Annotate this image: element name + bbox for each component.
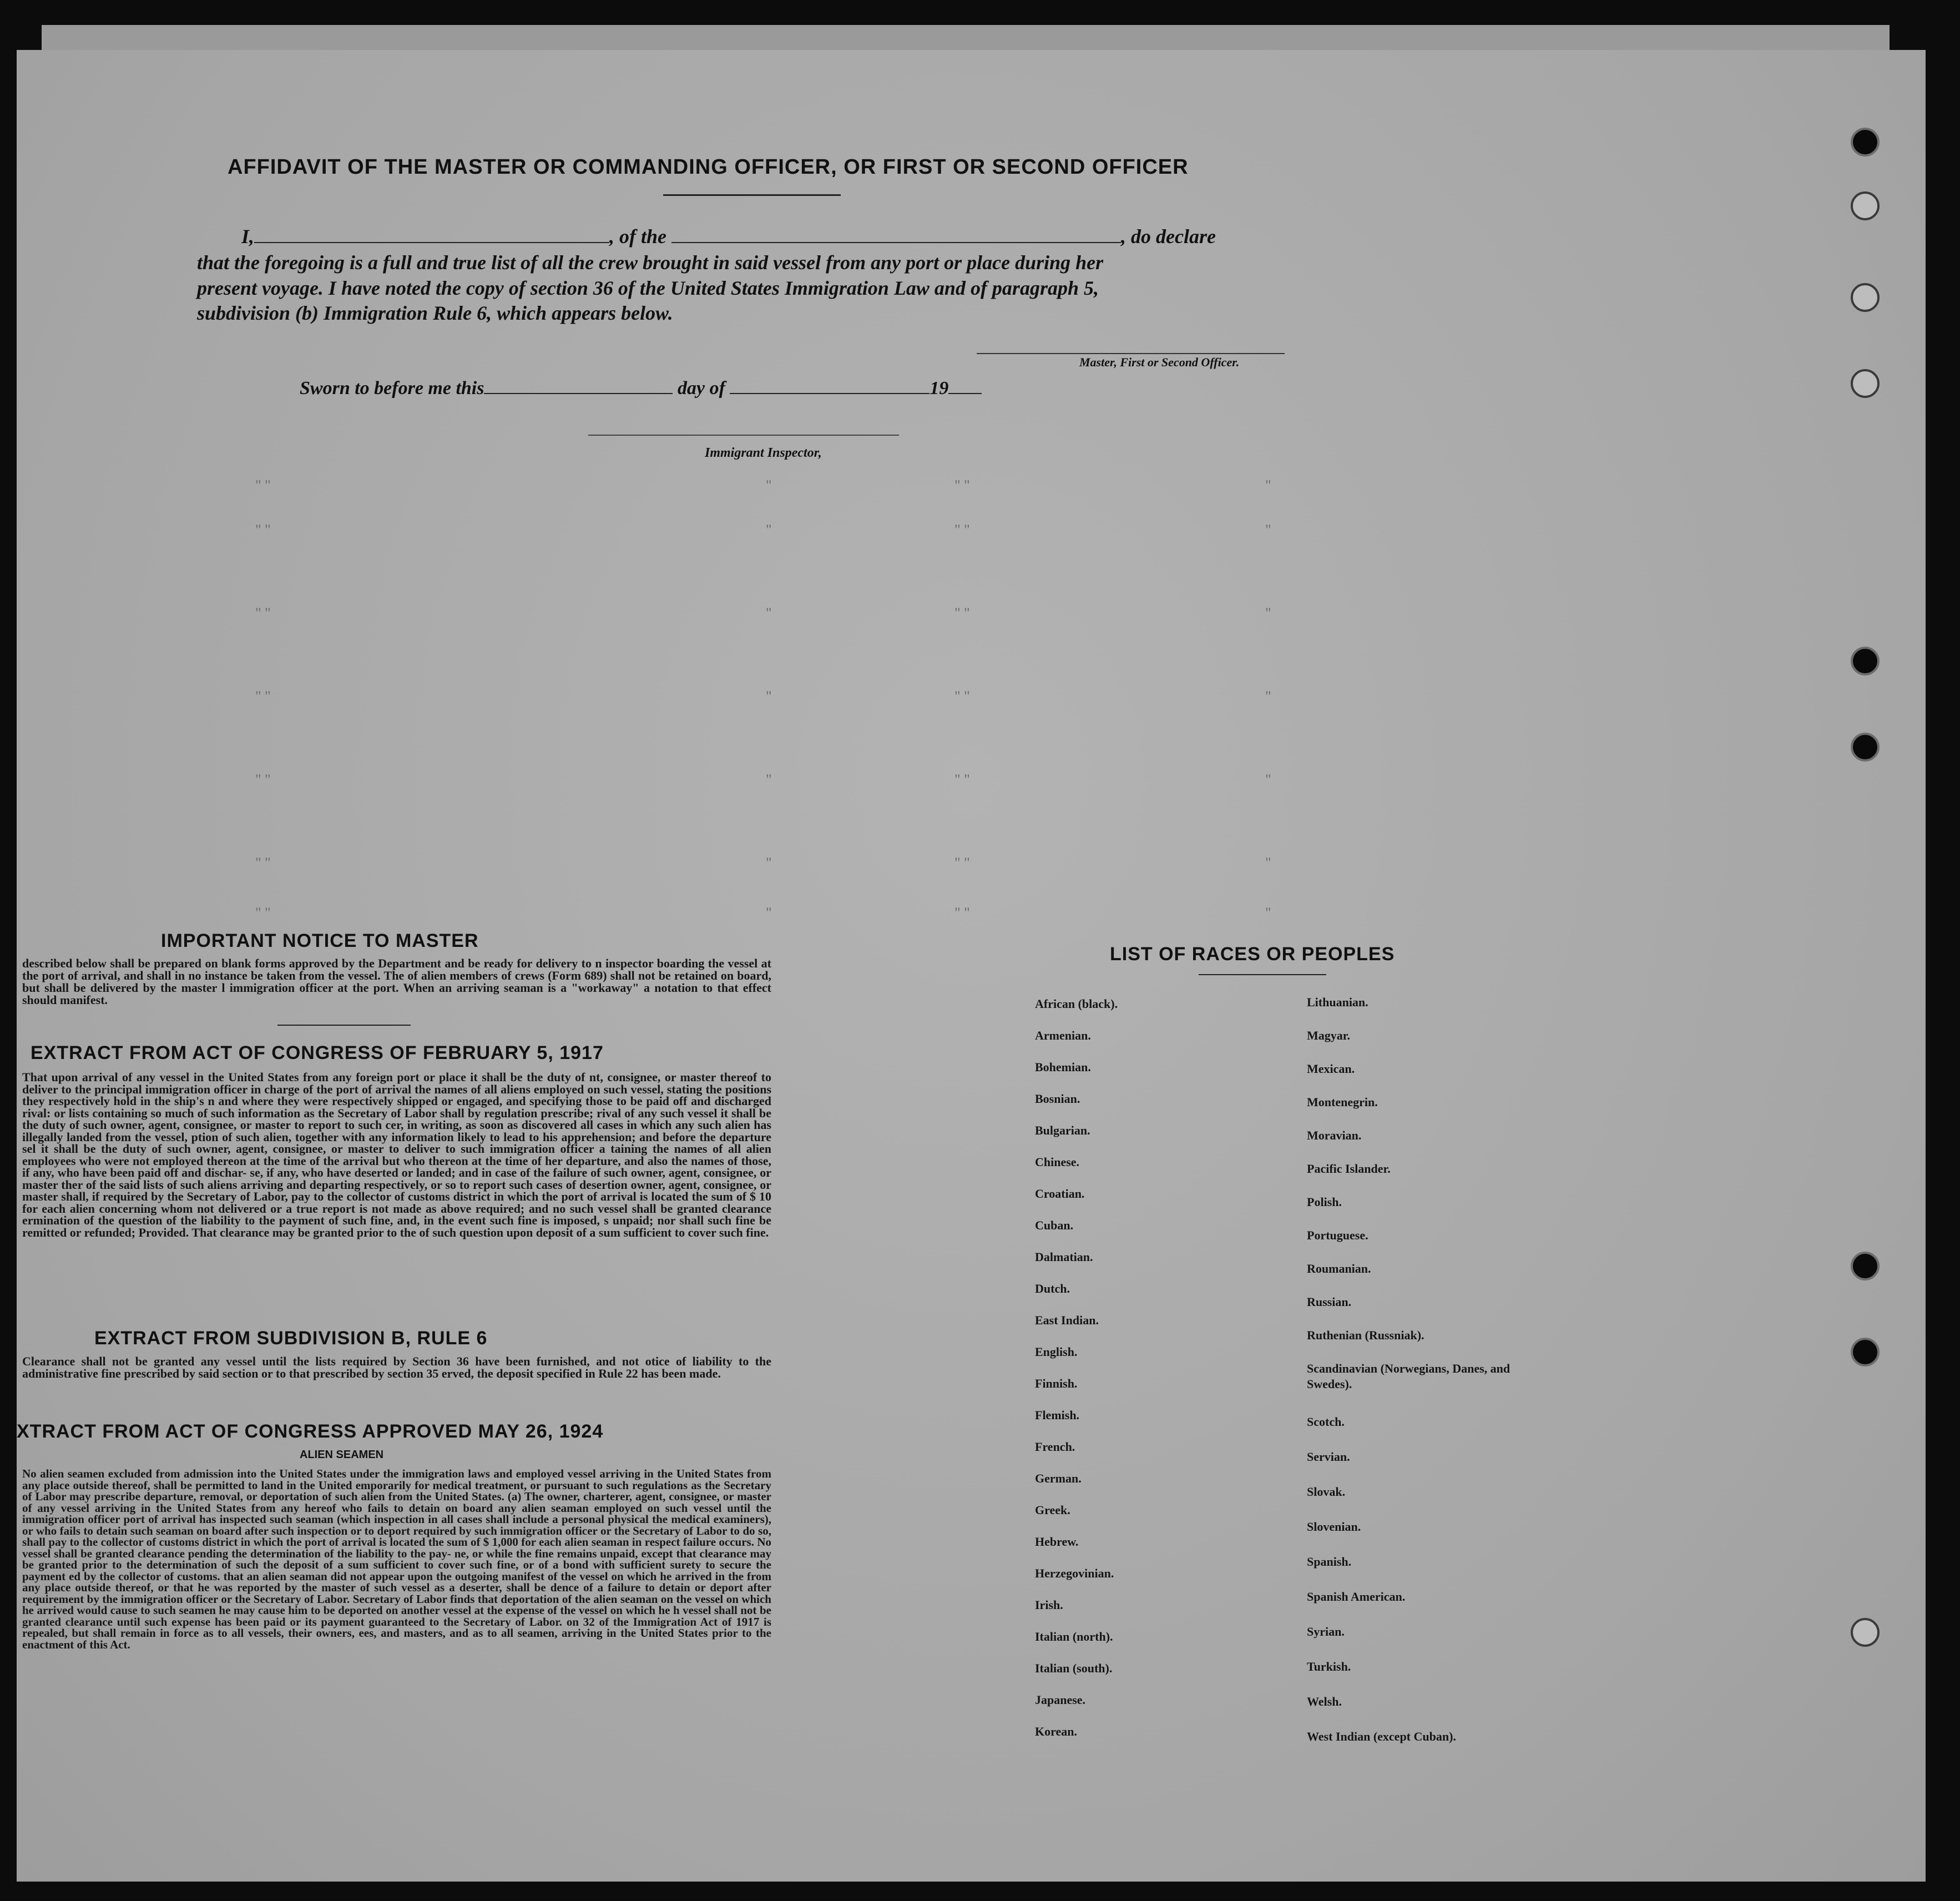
binder-hole [1851, 1252, 1880, 1280]
race-item: Chinese. [1035, 1155, 1080, 1169]
races-title: LIST OF RACES OR PEOPLES [1110, 944, 1395, 965]
race-item: Irish. [1035, 1598, 1063, 1612]
affidavit-line-2: that the foregoing is a full and true list of all the crew brought in said vessel from any port or place during her [197, 251, 1104, 274]
race-item: Dutch. [1035, 1282, 1070, 1295]
race-item: Scandinavian (Norwegians, Danes, and Swedes). [1307, 1362, 1511, 1391]
race-item: Croatian. [1035, 1187, 1085, 1201]
binder-hole [1851, 128, 1880, 157]
binder-hole [1851, 733, 1880, 762]
sworn-year: 19 [930, 378, 949, 399]
race-item: Herzegovinian. [1035, 1566, 1114, 1580]
affidavit-of-the: , of the [609, 225, 667, 248]
extract-rule6-text: Clearance shall not be granted any vessel until the lists required by Section 36 have been furnished, and not otice of liability to the administrative fine prescribed by said section or to that prescribed by section 35 erved, the deposit specified in Rule 22 has been made. [22, 1355, 771, 1380]
binder-hole [1851, 647, 1880, 675]
extract-1924-title: XTRACT FROM ACT OF CONGRESS APPROVED MAY 26, 1924 [17, 1421, 604, 1442]
binder-hole [1851, 191, 1880, 220]
extract-1917-title: EXTRACT FROM ACT OF CONGRESS OF FEBRUARY 5, 1917 [31, 1042, 604, 1063]
race-item: Spanish. [1307, 1555, 1352, 1569]
sworn-day-field[interactable] [484, 376, 673, 394]
race-item: Scotch. [1307, 1415, 1345, 1429]
race-item: Polish. [1307, 1195, 1342, 1209]
race-item: Bohemian. [1035, 1060, 1091, 1074]
race-item: Italian (north). [1035, 1630, 1113, 1643]
race-item: Welsh. [1307, 1695, 1342, 1708]
extract-1917-text: That upon arrival of any vessel in the United States from any foreign port or place it shall be the duty of nt, consignee, or master thereof to deliver to the principal immigration officer in charge of the port of arrival the names of all aliens employed on such vessel, stating the positions they respectively hold in the ship's n and where they were respectively shipped or engaged, and specifying those to be paid off and discharged rival: or lists containing so much of such information as the Secretary of Labor shall by regulation prescribe; rival of any such vessel it shall be the duty of such owner, agent, consignee, or master to report to such cer, in writing, as soon as discovered all cases in which any such alien has illegally landed from the vessel, ption of such alien, together with any information likely to lead to his apprehension; and before the departure sel it shall be the duty of such owner, agent, consignee, or master to deliver to such immigration officer a taining the names of all alien employees who were not employed thereon at the time of the arrival but who thereon at the time of her departure, and also the names of those, if any, who have been paid off and dischar- se, if any, who have deserted or landed; and in case of the failure of such owner, agent, consignee, or master ther of the said lists of such aliens arriving and departing respectively, or so to report such cases of desertion owner, agent, consignee, or master shall, if required by the Secretary of Labor, pay to the collector of customs district in which the port of arrival is located the sum of $ 10 for each alien concerning whom not delivered or a true report is not made as above required; and no such vessel shall be granted clearance ermination of the question of the liability to the payment of such fine, and, in the event such fine is imposed, s unpaid; nor shall such fine be remitted or refunded; Provided. That clearance may be granted prior to the of such question upon deposit of a sum sufficient to cover such fine. [22, 1071, 771, 1239]
inspector-signature-field[interactable] [588, 435, 899, 436]
sworn-line [300, 376, 982, 399]
master-name-field[interactable] [254, 225, 609, 243]
race-item: Japanese. [1035, 1693, 1086, 1707]
binder-hole [1851, 283, 1880, 312]
sworn-month-field[interactable] [730, 376, 930, 394]
race-item: Armenian. [1035, 1028, 1091, 1042]
notice-rule [277, 1025, 411, 1026]
race-item: Russian. [1307, 1295, 1352, 1309]
race-item: Flemish. [1035, 1408, 1080, 1422]
race-item: Moravian. [1307, 1128, 1362, 1142]
race-item: Portuguese. [1307, 1228, 1368, 1242]
sworn-prefix: Sworn to before me this [300, 378, 484, 399]
race-item: Italian (south). [1035, 1661, 1113, 1675]
race-item: Pacific Islander. [1307, 1162, 1391, 1176]
affidavit-line-1 [197, 225, 1318, 248]
race-item: Turkish. [1307, 1660, 1351, 1673]
race-item: Slovak. [1307, 1485, 1346, 1499]
race-item: English. [1035, 1345, 1078, 1359]
binder-hole [1851, 1618, 1880, 1647]
signature-label: Master, First or Second Officer. [1079, 355, 1240, 369]
alien-seamen-subtitle: ALIEN SEAMEN [300, 1449, 384, 1461]
race-item: Finnish. [1035, 1376, 1078, 1390]
race-item: French. [1035, 1440, 1075, 1454]
extract-1924-text: No alien seamen excluded from admission into the United States under the immigration laws and employed vessel arriving in the United States from any place outside thereof, shall be permitted to land in the United emporarily for medical treatment, or pursuant to such regulations as the Secretary of Labor may prescribe departure, removal, or deportation of such alien from the United States. (a) The owner, charterer, agent, consignee, or master of any vessel arriving in the United States from any hereof who fails to detain on board any alien seaman employed on such vessel until the immigration officer port of arrival has inspected such seaman (which inspection in all cases shall include a personal physical the medical examiners), or who fails to detain such seaman on board after such inspection or to deport required by such immigration officer or the Secretary of Labor to do so, shall pay to the collector of customs district in which the port of arrival is located the sum of $ 1,000 for each alien seaman in respect failure occurs. No vessel shall be granted clearance pending the determination of the liability to the pay- ne, or while the fine remains unpaid, except that clearance may be granted prior to the determination of such the deposit of a sum sufficient to cover such fine, or of a bond with sufficient surety to secure the payment ed by the collector of customs. that an alien seaman did not appear upon the outgoing manifest of the vessel on which he arrived in the from any place outside thereof, or that he was reported by the master of such vessel as a deserter, shall be dence of a failure to detain or deport after requirement by the immigration officer or the Secretary of Labor. Secretary of Labor finds that deportation of the alien seaman on the vessel on which he arrived would cause to such seamen he may cause him to be deported on another vessel at the expense of the vessel on which he h vessel shall not be granted clearance until such expense has been paid or its payment guaranteed to the Secretary of Labor. on 32 of the Immigration Act of 1917 is repealed, but shall remain in force as to all vessels, their owners, ees, and masters, and as to all seamen, arriving in the United States prior to the enactment of this Act. [22, 1468, 771, 1651]
race-item: Spanish American. [1307, 1590, 1406, 1604]
race-item: Montenegrin. [1307, 1095, 1378, 1109]
race-item: German. [1035, 1471, 1082, 1485]
binder-hole [1851, 1338, 1880, 1366]
race-item: Dalmatian. [1035, 1250, 1093, 1264]
race-item: Bosnian. [1035, 1092, 1080, 1106]
affidavit-declare: , do declare [1121, 225, 1216, 248]
vessel-name-field[interactable] [671, 225, 1121, 243]
signature-field[interactable] [977, 353, 1285, 354]
extract-rule6-title: EXTRACT FROM SUBDIVISION B, RULE 6 [94, 1328, 488, 1349]
race-item: Magyar. [1307, 1028, 1351, 1042]
race-item: Bulgarian. [1035, 1123, 1090, 1137]
binder-hole [1851, 369, 1880, 398]
notice-text: described below shall be prepared on blank forms approved by the Department and be ready for delivery to n inspector boarding the vessel at the port of arrival, and shall in no instance be taken from the vessel. The of alien members of crews (Form 689) shall not be retained on board, but shall be delivered by the master l immigration officer at the port. When an arriving seaman is a "workaway" a notation to that effect should manifest. [22, 957, 771, 1007]
affidavit-line-3: present voyage. I have noted the copy of section 36 of the United States Immigration Law and of paragraph 5, [197, 277, 1099, 299]
sworn-day-of: day of [677, 378, 725, 399]
race-item: Syrian. [1307, 1625, 1345, 1638]
inspector-label: Immigrant Inspector, [705, 446, 822, 460]
sworn-year-field[interactable] [948, 376, 982, 394]
affidavit-line-4: subdivision (b) Immigration Rule 6, which appears below. [197, 302, 673, 324]
race-item: Greek. [1035, 1503, 1070, 1517]
affidavit-title: AFFIDAVIT OF THE MASTER OR COMMANDING OFFICER, OR FIRST OR SECOND OFFICER [228, 155, 1189, 179]
race-item: Cuban. [1035, 1218, 1074, 1232]
race-item: Roumanian. [1307, 1262, 1371, 1275]
affidavit-i: I, [241, 225, 255, 248]
race-item: Hebrew. [1035, 1535, 1079, 1549]
race-item: East Indian. [1035, 1313, 1099, 1327]
race-item: Slovenian. [1307, 1520, 1361, 1534]
race-item: West Indian (except Cuban). [1307, 1729, 1456, 1743]
title-underline [663, 194, 841, 196]
races-rule [1199, 974, 1326, 975]
race-item: Ruthenian (Russniak). [1307, 1328, 1424, 1342]
race-item: Korean. [1035, 1724, 1077, 1738]
race-item: Servian. [1307, 1450, 1350, 1464]
race-item: Mexican. [1307, 1062, 1355, 1076]
notice-title: IMPORTANT NOTICE TO MASTER [161, 930, 479, 951]
race-item: African (black). [1035, 997, 1118, 1011]
race-item: Lithuanian. [1307, 995, 1368, 1009]
